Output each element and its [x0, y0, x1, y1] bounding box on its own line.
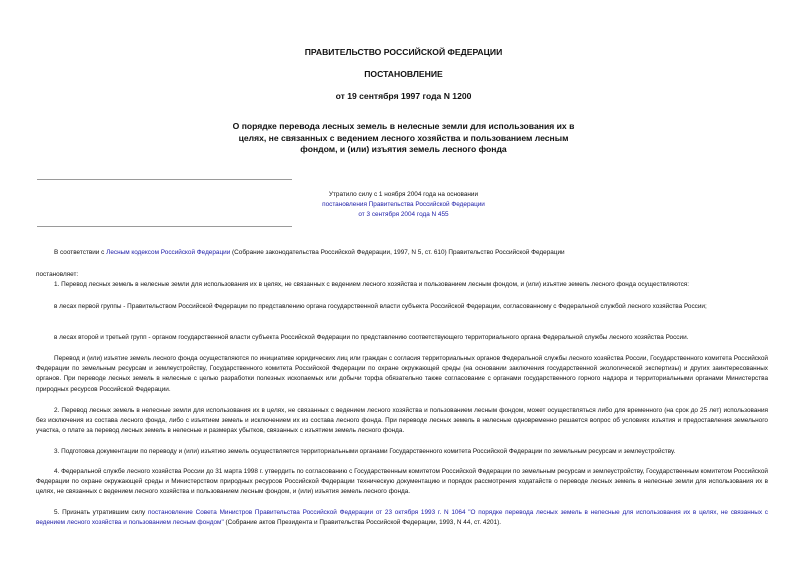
paragraph-1c: Перевод и (или) изъятие земель лесного фонда осуществляются по инициативе юридических лиц или граждан с согласия территориальных органов Федеральной службы лесного хозяйства России, Государственного комитета Российской Федерации по земельным ресурсам и землеустройству, Государственного комитета Российской Федерации по охране окружающей среды (на основании заключения государственной экологической экспертизы) и других заинтересованных органов. При переводе лесных земель в нелесные с целью разработки полезных ископаемых или добычи торфа обязательно также согласование с органами государственного горного надзора и территориальными органами Министерства природных ресурсов Российской Федерации. [36, 355, 768, 393]
document-type: ПОСТАНОВЛЕНИЕ [364, 69, 443, 79]
bottom-divider [37, 226, 292, 227]
status-note-line: Утратило силу с 1 ноября 2004 года на основании [328, 191, 479, 198]
repeal-decree-link[interactable]: постановления Правительства Российской Федерации [322, 201, 485, 208]
intro-paragraph [36, 248, 768, 258]
paragraph-1b: в лесах второй и третьей групп - органом государственной власти субъекта Российской Федерации по представлению соответствующего территориального органа Федеральной службы лесного хозяйства России. [54, 334, 689, 341]
p5-text-before: 5. Признать утратившим силу [54, 509, 148, 516]
top-divider [37, 179, 292, 180]
intro-text-before: В соответствии с [54, 249, 107, 256]
issuing-authority: ПРАВИТЕЛЬСТВО РОССИЙСКОЙ ФЕДЕРАЦИИ [304, 47, 503, 57]
intro-text-after: (Собрание законодательства Российской Федерации, 1997, N 5, ст. 610) Правительство Российской Федерации [230, 249, 565, 256]
document-date-number: от 19 сентября 1997 года N 1200 [335, 91, 472, 101]
resolves-label: постановляет: [36, 271, 79, 278]
paragraph-1a: в лесах первой группы - Правительством Российской Федерации по представлению органа государственной власти субъекта Российской Федерации, согласованному с Федеральной службой лесного хозяйства России; [54, 303, 707, 310]
paragraph-4: 4. Федеральной службе лесного хозяйства России до 31 марта 1998 г. утвердить по согласованию с Государственным комитетом Российской Федерации по земельным ресурсам и землеустройству, Государственным комитетом Российской Федерации по охране окружающей среды и Министерством природных ресурсов Российской Федерации техническую документацию и порядок рассмотрения ходатайств о переводе лесных земель в нелесные земли для использования их в целях, не связанных с ведением лесного хозяйства и пользованием лесным фондом, и (или) изъятия земель лесного фонда. [36, 468, 768, 496]
repeal-decree-date-link[interactable]: от 3 сентября 2004 года N 455 [358, 211, 449, 218]
paragraph-5 [36, 508, 768, 528]
paragraph-2: 2. Перевод лесных земель в нелесные земли для использования их в целях, не связанных с ведением лесного хозяйства и пользованием лесным фондом, может осуществляться либо для временного (на срок до 25 лет) использования без исключения из состава лесного фонда, либо с изъятием земель и исключением их из состава лесного фонда. При переводе лесных земель в нелесные одновременно решается вопрос об условиях изъятия и предоставления земельного участка, о плате за перевод лесных земель в нелесные и размерах убытков, связанных с изъятием земель лесного фонда. [36, 407, 768, 435]
document-title: О порядке перевода лесных земель в нелесные земли для использования их в целях, не связанных с ведением лесного хозяйства и пользованием лесным фондом, и (или) изъятия земель лесного фонда [232, 121, 575, 155]
forest-code-link[interactable]: Лесным кодексом Российской Федерации [106, 249, 231, 256]
repealed-resolution-link[interactable]: постановление Совета Министров Правительства Российской Федерации от 23 октября 1993 г. N 1064 "О порядке перевода лесных земель в нелесные для использования их в целях, не связанных с ведением лесного хозяйства и пользованием лесным фондом" [36, 509, 768, 527]
p5-text-after: (Собрание актов Президента и Правительства Российской Федерации, 1993, N 44, ст. 4201). [223, 519, 502, 527]
paragraph-1: 1. Перевод лесных земель в нелесные земли для использования их в целях, не связанных с ведением лесного хозяйства и пользованием лесным фондом, и (или) изъятие земель лесного фонда осуществляются: [54, 281, 690, 288]
paragraph-3: 3. Подготовка документации по переводу и (или) изъятию земель осуществляется территориальными органами Государственного комитета Российской Федерации по земельным ресурсам и землеустройству. [54, 448, 676, 455]
